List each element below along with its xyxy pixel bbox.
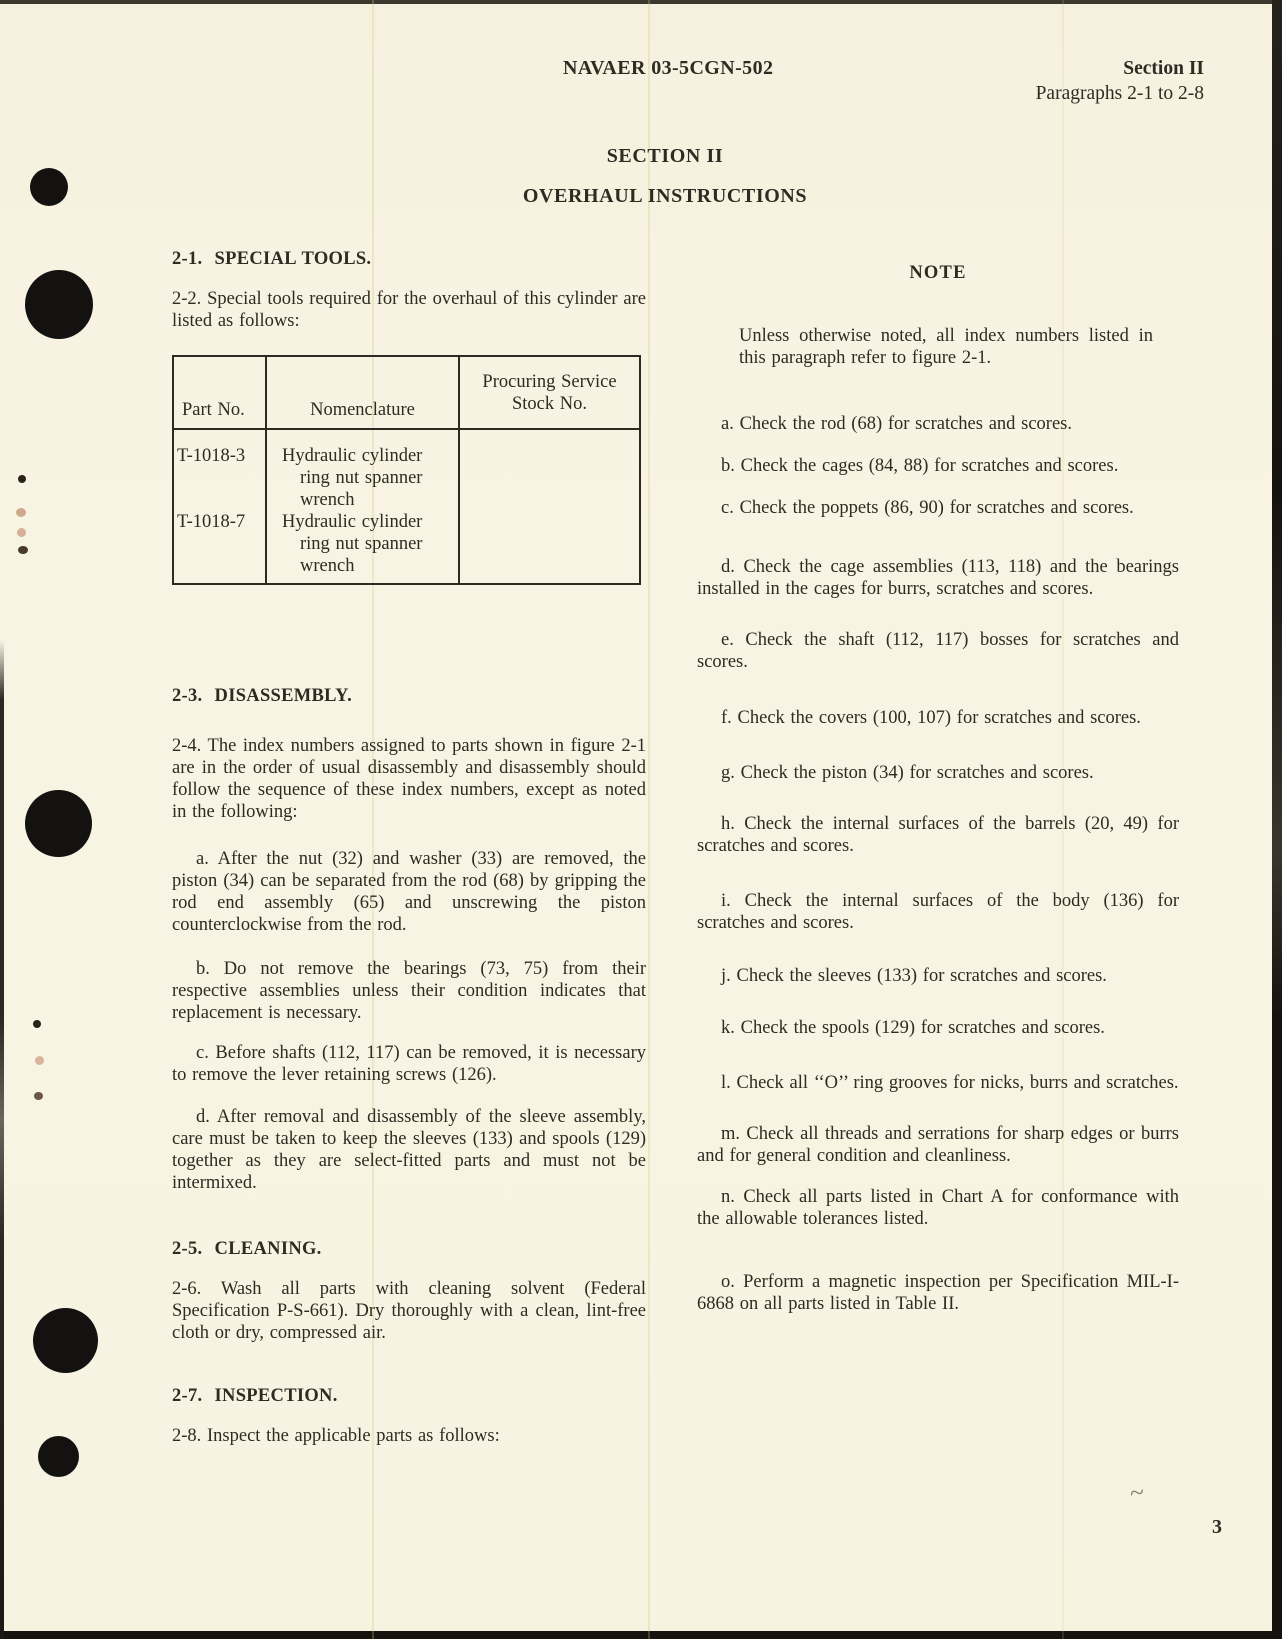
scan-edge-right xyxy=(1272,0,1282,1639)
heading-inspection: 2-7. INSPECTION. xyxy=(172,1386,338,1406)
inspection-item-n: n. Check all parts listed in Chart A for conformance with the allowable tolerances listed. xyxy=(697,1187,1179,1229)
ink-speck xyxy=(17,528,26,537)
scan-edge-bottom xyxy=(0,1631,1282,1639)
disassembly-item-c: c. Before shafts (112, 117) can be removed, it is necessary to remove the lever retaining screws (126). xyxy=(172,1043,646,1085)
part-no-value: T-1018-3 xyxy=(177,446,246,466)
punch-hole-mark xyxy=(38,1436,79,1477)
inspection-item-l: l. Check all ‘‘O’’ ring grooves for nicks, burrs and scratches. xyxy=(721,1073,1179,1093)
ink-speck xyxy=(18,475,26,483)
header-section-ref: Section II xyxy=(1123,58,1204,79)
inspection-item-m: m. Check all threads and serrations for sharp edges or burrs and for general condition and cleanliness. xyxy=(697,1124,1179,1166)
inspection-item-c: c. Check the poppets (86, 90) for scratches and scores. xyxy=(721,498,1134,518)
inspection-item-d: d. Check the cage assemblies (113, 118) and the bearings installed in the cages for burrs, scratches and scores. xyxy=(697,557,1179,599)
inspection-item-i: i. Check the internal surfaces of the body (136) for scratches and scores. xyxy=(697,891,1179,933)
para-inspection-intro: 2-8. Inspect the applicable parts as follows: xyxy=(172,1426,500,1446)
pencil-mark: ~ xyxy=(1127,1477,1146,1508)
ink-speck xyxy=(33,1020,41,1028)
inspection-item-g: g. Check the piston (34) for scratches and scores. xyxy=(721,763,1094,783)
part-no-value: T-1018-7 xyxy=(177,512,246,532)
inspection-item-j: j. Check the sleeves (133) for scratches and scores. xyxy=(721,966,1107,986)
header-paragraph-ref: Paragraphs 2-1 to 2-8 xyxy=(1035,83,1204,104)
right-column xyxy=(697,238,1179,1315)
heading-special-tools: 2-1. SPECIAL TOOLS. xyxy=(172,249,372,269)
nomenclature-value: Hydraulic cylinder ring nut spanner wrench xyxy=(282,512,423,576)
inspection-item-k: k. Check the spools (129) for scratches and scores. xyxy=(721,1018,1105,1038)
disassembly-item-a: a. After the nut (32) and washer (33) are removed, the piston (34) can be separated from the rod (68) by gripping the rod end assembly (65) and unscrewing the piston counterclockwise from the rod. xyxy=(172,849,646,935)
inspection-item-h: h. Check the internal surfaces of the barrels (20, 49) for scratches and scores. xyxy=(697,814,1179,856)
left-column xyxy=(172,238,646,1447)
para-special-tools-intro: 2-2. Special tools required for the overhaul of this cylinder are listed as follows: xyxy=(172,289,646,331)
col-header-part-no: Part No. xyxy=(174,357,267,428)
disassembly-item-d: d. After removal and disassembly of the sleeve assembly, care must be taken to keep the sleeves (133) and spools (129) together as they are select-fitted parts and must not be intermixed. xyxy=(172,1107,646,1193)
inspection-item-f: f. Check the covers (100, 107) for scratches and scores. xyxy=(721,708,1141,728)
nomenclature-value: Hydraulic cylinder ring nut spanner wrench xyxy=(282,446,423,510)
col-header-nomenclature: Nomenclature xyxy=(267,357,460,428)
punch-hole-mark xyxy=(25,270,93,339)
heading-disassembly: 2-3. DISASSEMBLY. xyxy=(172,686,353,706)
table-body-row xyxy=(174,430,639,583)
para-cleaning: 2-6. Wash all parts with cleaning solvent (Federal Specification P-S-661). Dry thoroughly with a clean, lint-free cloth or dry, compressed air. xyxy=(172,1279,646,1343)
inspection-item-e: e. Check the shaft (112, 117) bosses for scratches and scores. xyxy=(697,630,1179,672)
punch-hole-mark xyxy=(25,790,92,857)
punch-hole-mark xyxy=(33,1308,98,1373)
inspection-item-o: o. Perform a magnetic inspection per Specification MIL-I-6868 on all parts listed in Table II. xyxy=(697,1272,1179,1314)
disassembly-item-b: b. Do not remove the bearings (73, 75) from their respective assemblies unless their condition indicates that replacement is necessary. xyxy=(172,959,646,1023)
header-doc-number: NAVAER 03-5CGN-502 xyxy=(563,57,774,79)
ink-speck xyxy=(18,546,28,554)
para-disassembly-intro: 2-4. The index numbers assigned to parts shown in figure 2-1 are in the order of usual disassembly and disassembly should follow the sequence of these index numbers, except as noted in the following: xyxy=(172,736,646,822)
page-number: 3 xyxy=(1212,1516,1222,1538)
ink-speck xyxy=(16,508,26,517)
scan-edge-left xyxy=(0,640,4,1639)
header-right-block xyxy=(1036,56,1204,106)
note-label: NOTE xyxy=(909,263,967,283)
ink-speck xyxy=(35,1056,44,1065)
section-title: SECTION II xyxy=(606,145,724,167)
heading-cleaning: 2-5. CLEANING. xyxy=(172,1239,322,1259)
special-tools-table xyxy=(172,355,641,585)
scan-edge-top xyxy=(0,0,1282,4)
col-header-stock-no: Procuring Service Stock No. xyxy=(482,371,617,414)
cell-nomenclatures xyxy=(267,430,460,583)
note-text: Unless otherwise noted, all index numbers listed in this paragraph refer to figure 2-1. xyxy=(739,326,1153,368)
ink-speck xyxy=(34,1092,43,1100)
cell-part-numbers xyxy=(174,430,267,583)
cell-stock-numbers xyxy=(460,430,639,583)
table-header-row xyxy=(174,357,639,430)
punch-hole-mark xyxy=(30,168,68,206)
section-subtitle: OVERHAUL INSTRUCTIONS xyxy=(522,185,808,207)
inspection-item-b: b. Check the cages (84, 88) for scratches and scores. xyxy=(721,456,1119,476)
paper-crease xyxy=(648,0,650,1639)
inspection-item-a: a. Check the rod (68) for scratches and scores. xyxy=(721,414,1072,434)
